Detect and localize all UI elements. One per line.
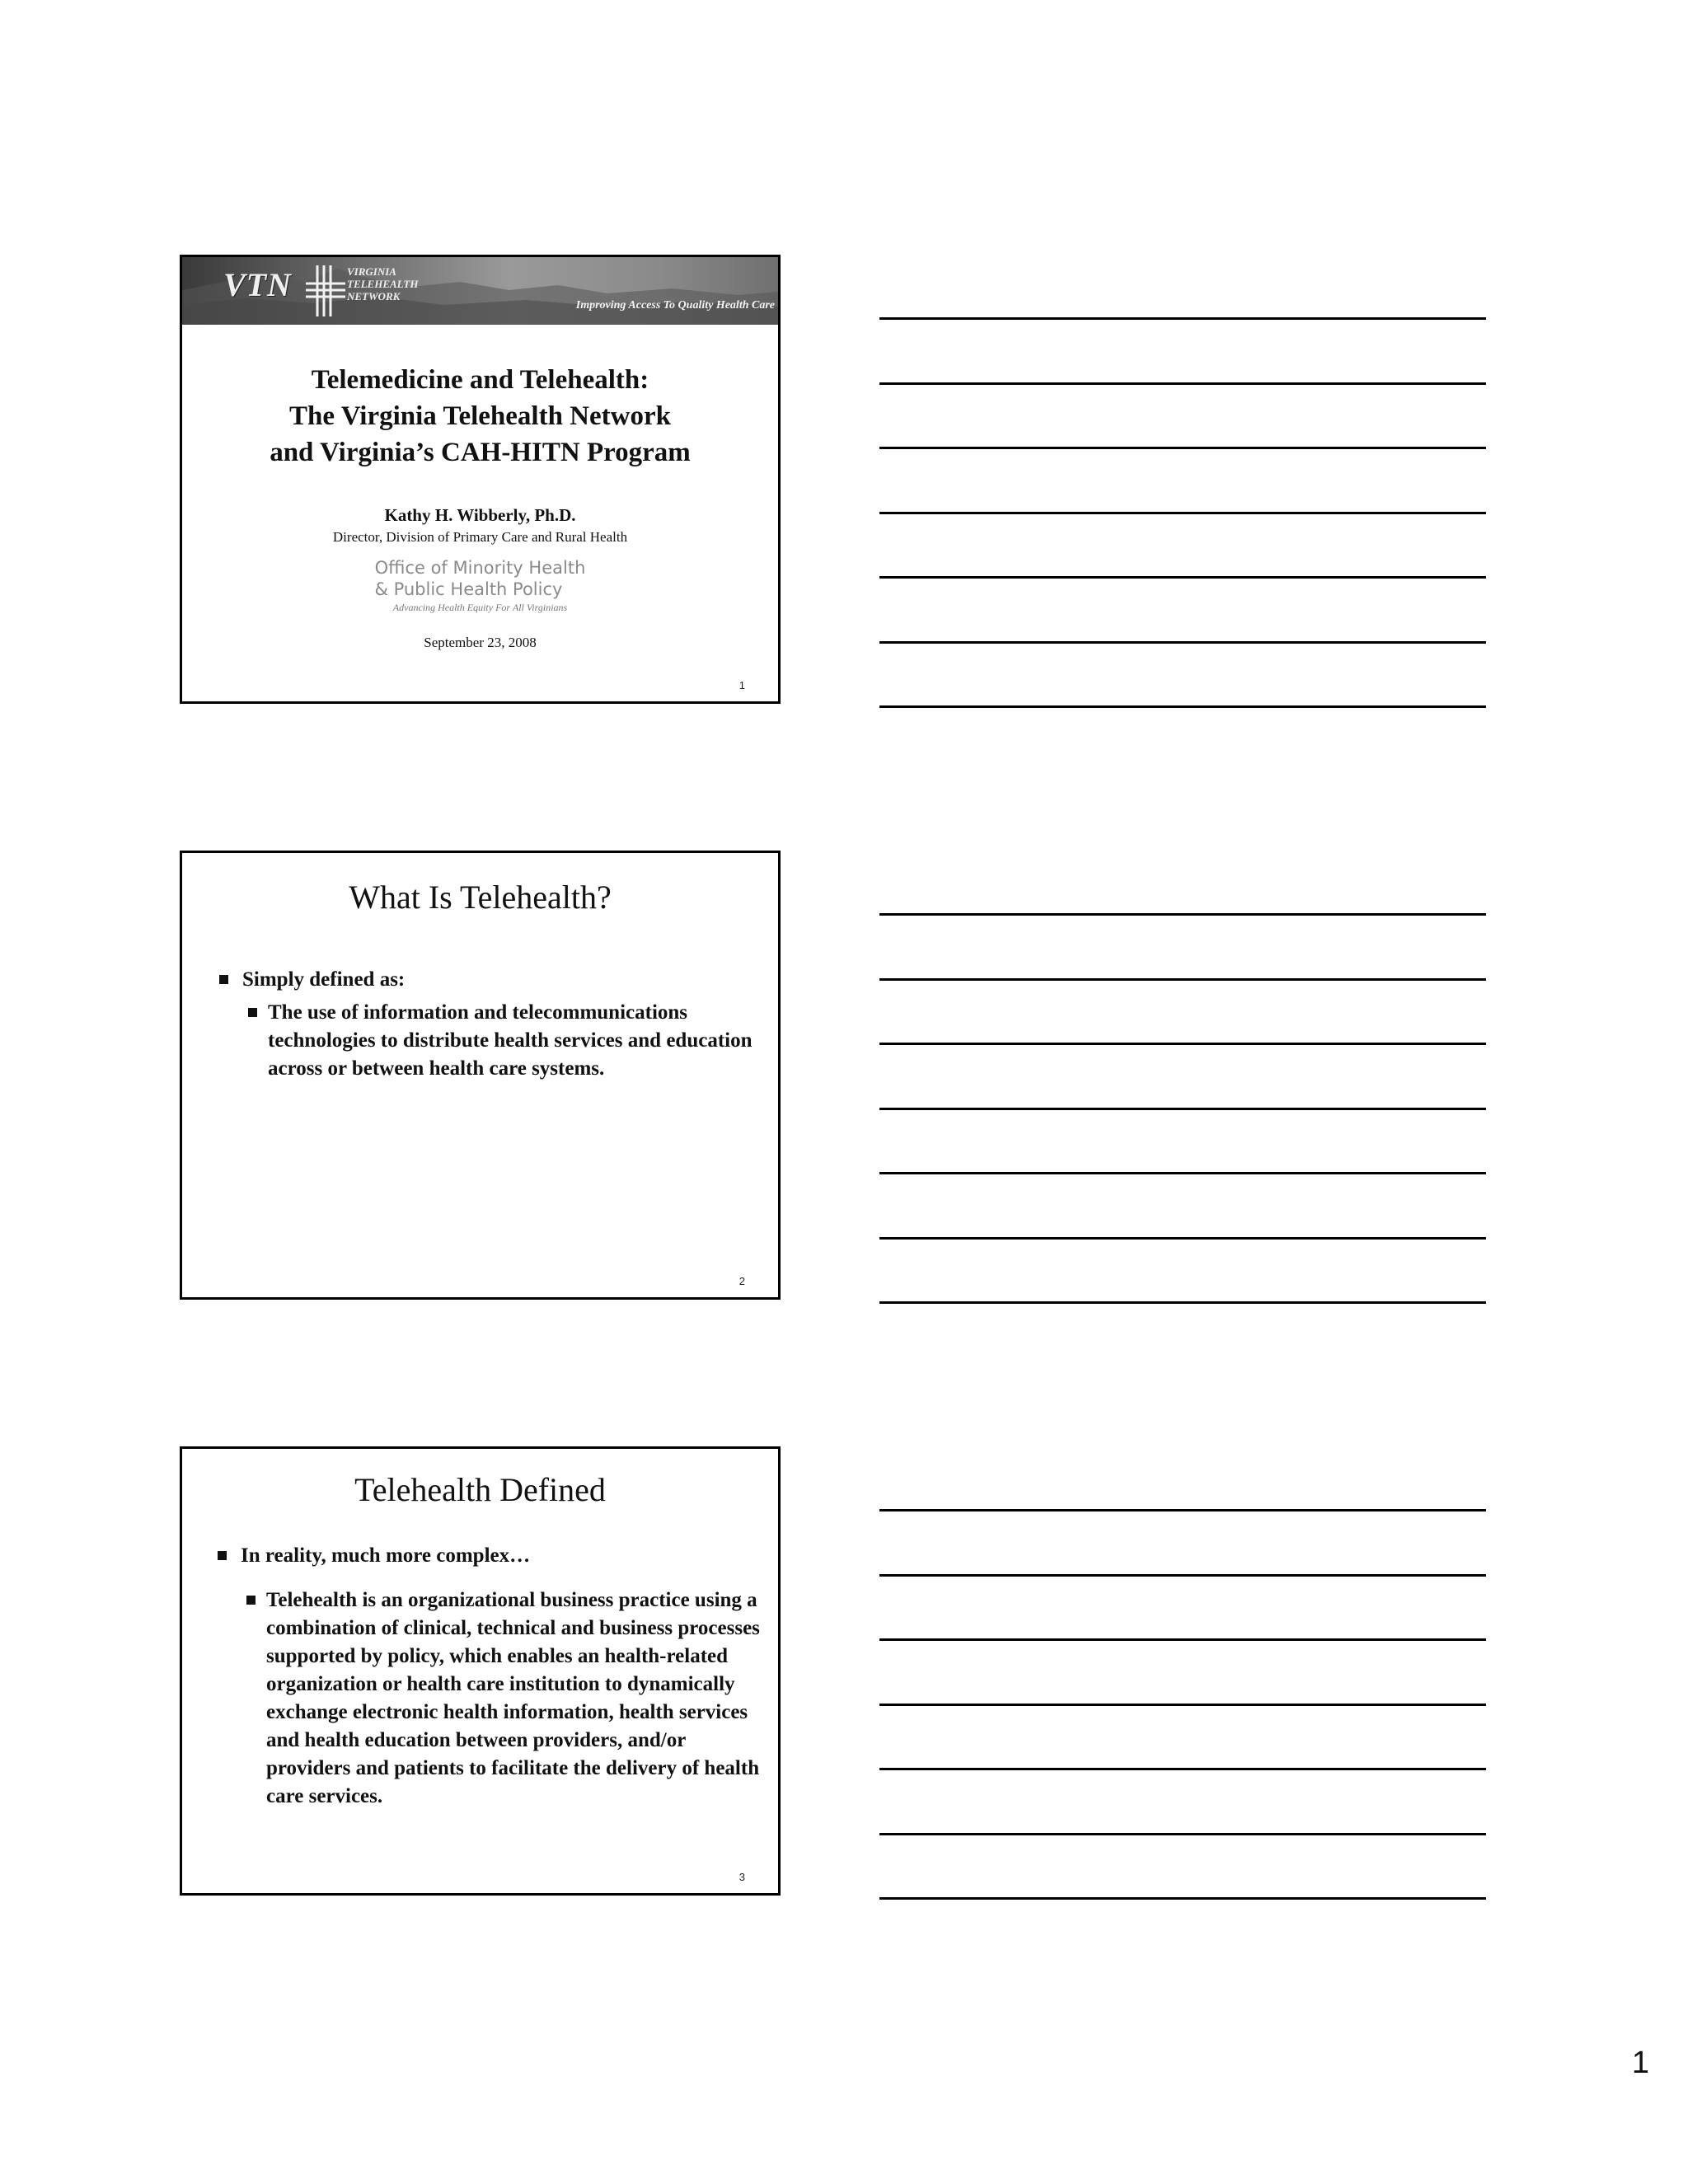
square-bullet-icon bbox=[248, 1008, 257, 1017]
notes-line bbox=[879, 1638, 1486, 1641]
notes-line bbox=[879, 447, 1486, 449]
vtn-tagline: Improving Access To Quality Health Care bbox=[575, 299, 775, 312]
notes-line bbox=[879, 1704, 1486, 1706]
slide-1 bbox=[180, 255, 781, 704]
presentation-date: September 23, 2008 bbox=[424, 635, 537, 650]
square-bullet-icon bbox=[246, 1596, 256, 1605]
notes-line bbox=[879, 317, 1486, 320]
notes-line bbox=[879, 1509, 1486, 1511]
sub-bullet-item: The use of information and telecommunications technologies to distribute health services and education across or between health care systems. bbox=[268, 999, 762, 1083]
notes-line bbox=[879, 1833, 1486, 1835]
slide-number: 1 bbox=[738, 679, 745, 691]
notes-line bbox=[879, 512, 1486, 514]
slide-title: Telehealth Defined bbox=[354, 1471, 606, 1508]
page-number: 1 bbox=[1631, 2046, 1649, 2080]
vtn-logo-text: VTN bbox=[223, 266, 292, 303]
notes-line bbox=[879, 1301, 1486, 1304]
notes-line bbox=[879, 978, 1486, 981]
bullet-item: Simply defined as: bbox=[242, 966, 753, 994]
notes-line bbox=[879, 1897, 1486, 1900]
sub-bullet-item: Telehealth is an organizational business practice using a combination of clinical, technical and business processes supported by policy, which enables an health-related organization or health care institution to dynamically exchange electronic health information, health services and health education between providers, and/or providers and patients to facilitate the delivery of health care services. bbox=[266, 1586, 769, 1811]
notes-line bbox=[879, 382, 1486, 385]
square-bullet-icon bbox=[219, 975, 228, 984]
square-bullet-icon bbox=[218, 1551, 227, 1560]
author-name: Kathy H. Wibberly, Ph.D. bbox=[384, 505, 576, 525]
notes-line bbox=[879, 576, 1486, 579]
slide-title: What Is Telehealth? bbox=[349, 879, 612, 916]
notes-line bbox=[879, 1172, 1486, 1174]
notes-line bbox=[879, 1043, 1486, 1045]
slide-2 bbox=[180, 851, 781, 1300]
notes-line bbox=[879, 913, 1486, 916]
notes-line bbox=[879, 1574, 1486, 1577]
notes-line bbox=[879, 1768, 1486, 1770]
notes-line bbox=[879, 1237, 1486, 1240]
slide-1-title: Telemedicine and Telehealth: The Virginia Telehealth Network and Virginia’s CAH-HITN Program bbox=[270, 365, 691, 467]
vtn-crosshatch-icon bbox=[306, 264, 347, 318]
office-logo: Office of Minority Health & Public Health Policy Advancing Health Equity For All Virginians bbox=[374, 558, 586, 613]
slide-number: 2 bbox=[738, 1275, 745, 1287]
slide-number: 3 bbox=[738, 1871, 745, 1883]
author-role: Director, Division of Primary Care and Rural Health bbox=[332, 529, 628, 545]
vtn-banner bbox=[182, 257, 778, 325]
notes-line bbox=[879, 705, 1486, 708]
slide-3 bbox=[180, 1446, 781, 1896]
bullet-item: In reality, much more complex… bbox=[241, 1542, 752, 1570]
notes-line bbox=[879, 641, 1486, 644]
notes-line bbox=[879, 1108, 1486, 1110]
vtn-org-name: VIRGINIA TELEHEALTH NETWORK bbox=[347, 265, 419, 302]
